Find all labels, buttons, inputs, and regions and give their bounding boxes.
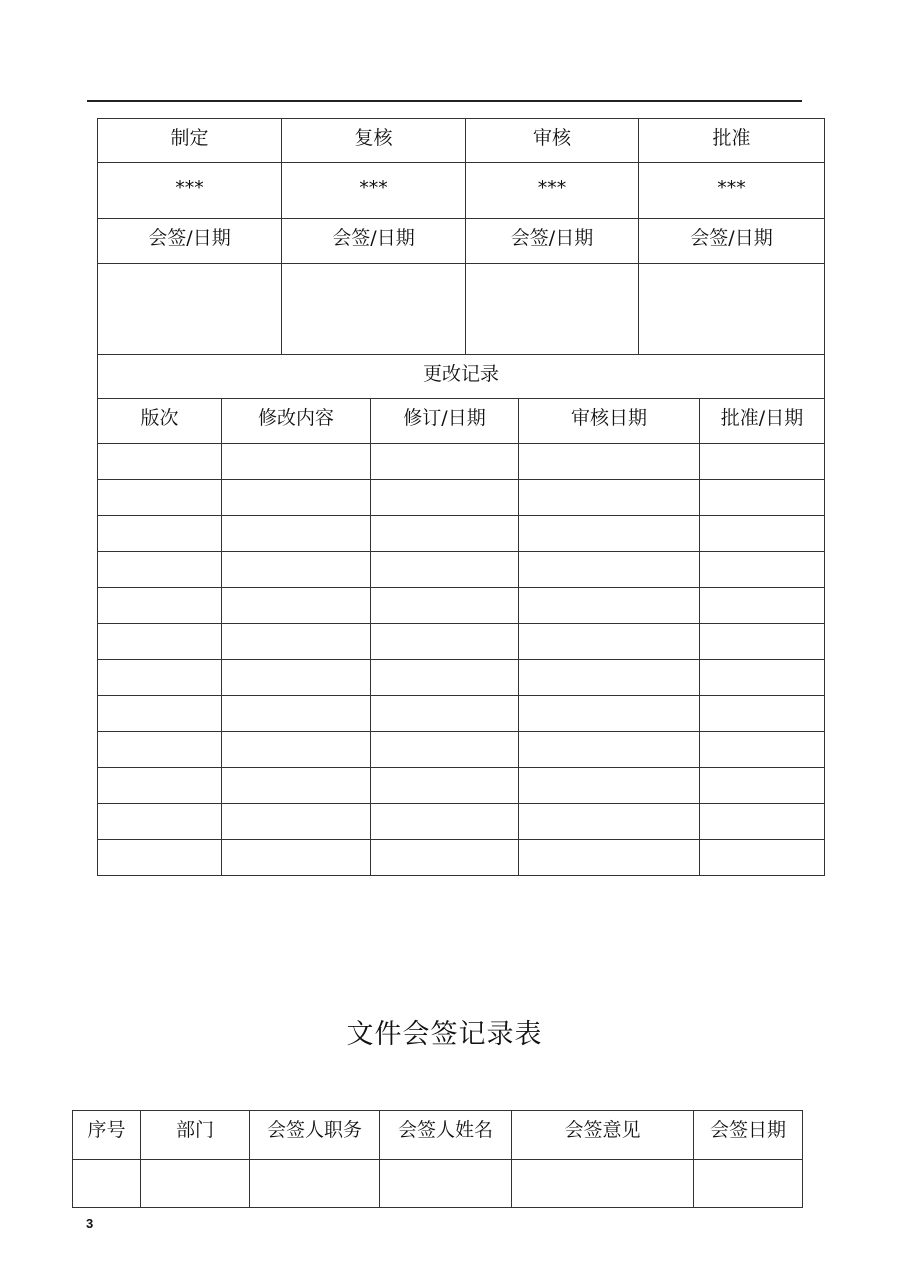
countersign-label: 会签/日期 <box>282 219 466 264</box>
role-cell: 复核 <box>282 119 466 163</box>
table-cell[interactable] <box>371 696 519 732</box>
countersign-record-body <box>73 1160 803 1208</box>
table-row <box>98 660 825 696</box>
countersign-label: 会签/日期 <box>98 219 282 264</box>
table-cell[interactable] <box>371 516 519 552</box>
table-row <box>98 516 825 552</box>
table-cell[interactable] <box>700 660 825 696</box>
table-cell[interactable] <box>700 624 825 660</box>
table-cell[interactable] <box>700 840 825 876</box>
countersign-cell[interactable] <box>639 264 825 355</box>
table-cell[interactable] <box>700 588 825 624</box>
table-cell[interactable] <box>141 1160 250 1208</box>
column-header-signer-name: 会签人姓名 <box>380 1111 512 1160</box>
column-header-revision-date: 修订/日期 <box>371 399 519 444</box>
table-cell[interactable] <box>700 444 825 480</box>
table-cell[interactable] <box>519 804 700 840</box>
table-cell[interactable] <box>519 444 700 480</box>
table-row <box>98 804 825 840</box>
table-cell[interactable] <box>519 516 700 552</box>
document-title: 文件会签记录表 <box>346 1019 543 1050</box>
column-header-dept: 部门 <box>141 1111 250 1160</box>
table-cell[interactable] <box>700 480 825 516</box>
countersign-header-row <box>73 1111 803 1160</box>
table-cell[interactable] <box>222 516 371 552</box>
column-header-approval-date: 批准/日期 <box>700 399 825 444</box>
table-row <box>98 768 825 804</box>
signoff-role-row <box>98 119 825 163</box>
column-header-content: 修改内容 <box>222 399 371 444</box>
table-cell[interactable] <box>98 516 222 552</box>
table-row <box>98 552 825 588</box>
table-cell[interactable] <box>98 804 222 840</box>
table-cell[interactable] <box>371 624 519 660</box>
table-cell[interactable] <box>519 732 700 768</box>
table-cell[interactable] <box>700 768 825 804</box>
table-cell[interactable] <box>222 624 371 660</box>
countersign-cell[interactable] <box>98 264 282 355</box>
table-cell[interactable] <box>371 840 519 876</box>
table-cell[interactable] <box>700 516 825 552</box>
table-cell[interactable] <box>98 660 222 696</box>
table-cell[interactable] <box>371 552 519 588</box>
table-cell[interactable] <box>98 624 222 660</box>
table-cell[interactable] <box>371 660 519 696</box>
change-header-row <box>98 399 825 444</box>
table-row <box>98 732 825 768</box>
table-cell[interactable] <box>98 840 222 876</box>
table-cell[interactable] <box>73 1160 141 1208</box>
change-record-title-row <box>98 355 825 399</box>
role-cell: 制定 <box>98 119 282 163</box>
table-row <box>98 588 825 624</box>
page-number: 3 <box>86 1216 94 1231</box>
table-cell[interactable] <box>250 1160 380 1208</box>
table-cell[interactable] <box>98 732 222 768</box>
role-cell: 批准 <box>639 119 825 163</box>
table-cell[interactable] <box>380 1160 512 1208</box>
countersign-cell[interactable] <box>282 264 466 355</box>
name-cell: *** <box>639 163 825 219</box>
table-cell[interactable] <box>700 552 825 588</box>
table-cell[interactable] <box>222 588 371 624</box>
table-cell[interactable] <box>700 804 825 840</box>
table-cell[interactable] <box>98 480 222 516</box>
table-cell[interactable] <box>519 624 700 660</box>
countersign-label: 会签/日期 <box>466 219 639 264</box>
table-cell[interactable] <box>519 552 700 588</box>
table-row <box>98 624 825 660</box>
table-row <box>98 480 825 516</box>
table-cell[interactable] <box>222 732 371 768</box>
change-record-table <box>97 398 825 876</box>
table-cell[interactable] <box>371 804 519 840</box>
table-cell[interactable] <box>512 1160 694 1208</box>
countersign-value-row <box>98 264 825 355</box>
signoff-table <box>97 118 825 399</box>
name-cell: *** <box>466 163 639 219</box>
change-record-body <box>98 444 825 876</box>
change-record-title: 更改记录 <box>98 355 825 399</box>
table-cell[interactable] <box>519 696 700 732</box>
table-cell[interactable] <box>222 768 371 804</box>
table-cell[interactable] <box>519 660 700 696</box>
name-cell: *** <box>282 163 466 219</box>
table-row <box>98 840 825 876</box>
table-cell[interactable] <box>222 480 371 516</box>
name-cell: *** <box>98 163 282 219</box>
table-cell[interactable] <box>98 552 222 588</box>
column-header-opinion: 会签意见 <box>512 1111 694 1160</box>
table-cell[interactable] <box>371 768 519 804</box>
column-header-review-date: 审核日期 <box>519 399 700 444</box>
table-cell[interactable] <box>519 480 700 516</box>
header-rule <box>87 100 802 102</box>
table-cell[interactable] <box>98 696 222 732</box>
table-cell[interactable] <box>98 768 222 804</box>
table-cell[interactable] <box>222 696 371 732</box>
countersign-label-row <box>98 219 825 264</box>
table-cell[interactable] <box>371 480 519 516</box>
role-cell: 审核 <box>466 119 639 163</box>
table-row <box>73 1160 803 1208</box>
table-cell[interactable] <box>222 552 371 588</box>
signoff-name-row <box>98 163 825 219</box>
table-cell[interactable] <box>700 732 825 768</box>
table-cell[interactable] <box>222 444 371 480</box>
countersign-cell[interactable] <box>466 264 639 355</box>
table-cell[interactable] <box>371 588 519 624</box>
table-cell[interactable] <box>700 696 825 732</box>
column-header-seq: 序号 <box>73 1111 141 1160</box>
table-cell[interactable] <box>519 840 700 876</box>
table-row <box>98 696 825 732</box>
column-header-version: 版次 <box>98 399 222 444</box>
column-header-sign-date: 会签日期 <box>694 1111 803 1160</box>
column-header-position: 会签人职务 <box>250 1111 380 1160</box>
table-cell[interactable] <box>222 840 371 876</box>
table-cell[interactable] <box>222 804 371 840</box>
table-cell[interactable] <box>519 768 700 804</box>
countersign-record-table <box>72 1110 803 1208</box>
table-row <box>98 444 825 480</box>
table-cell[interactable] <box>519 588 700 624</box>
table-cell[interactable] <box>98 588 222 624</box>
countersign-label: 会签/日期 <box>639 219 825 264</box>
table-cell[interactable] <box>371 732 519 768</box>
table-cell[interactable] <box>694 1160 803 1208</box>
table-cell[interactable] <box>98 444 222 480</box>
table-cell[interactable] <box>222 660 371 696</box>
table-cell[interactable] <box>371 444 519 480</box>
